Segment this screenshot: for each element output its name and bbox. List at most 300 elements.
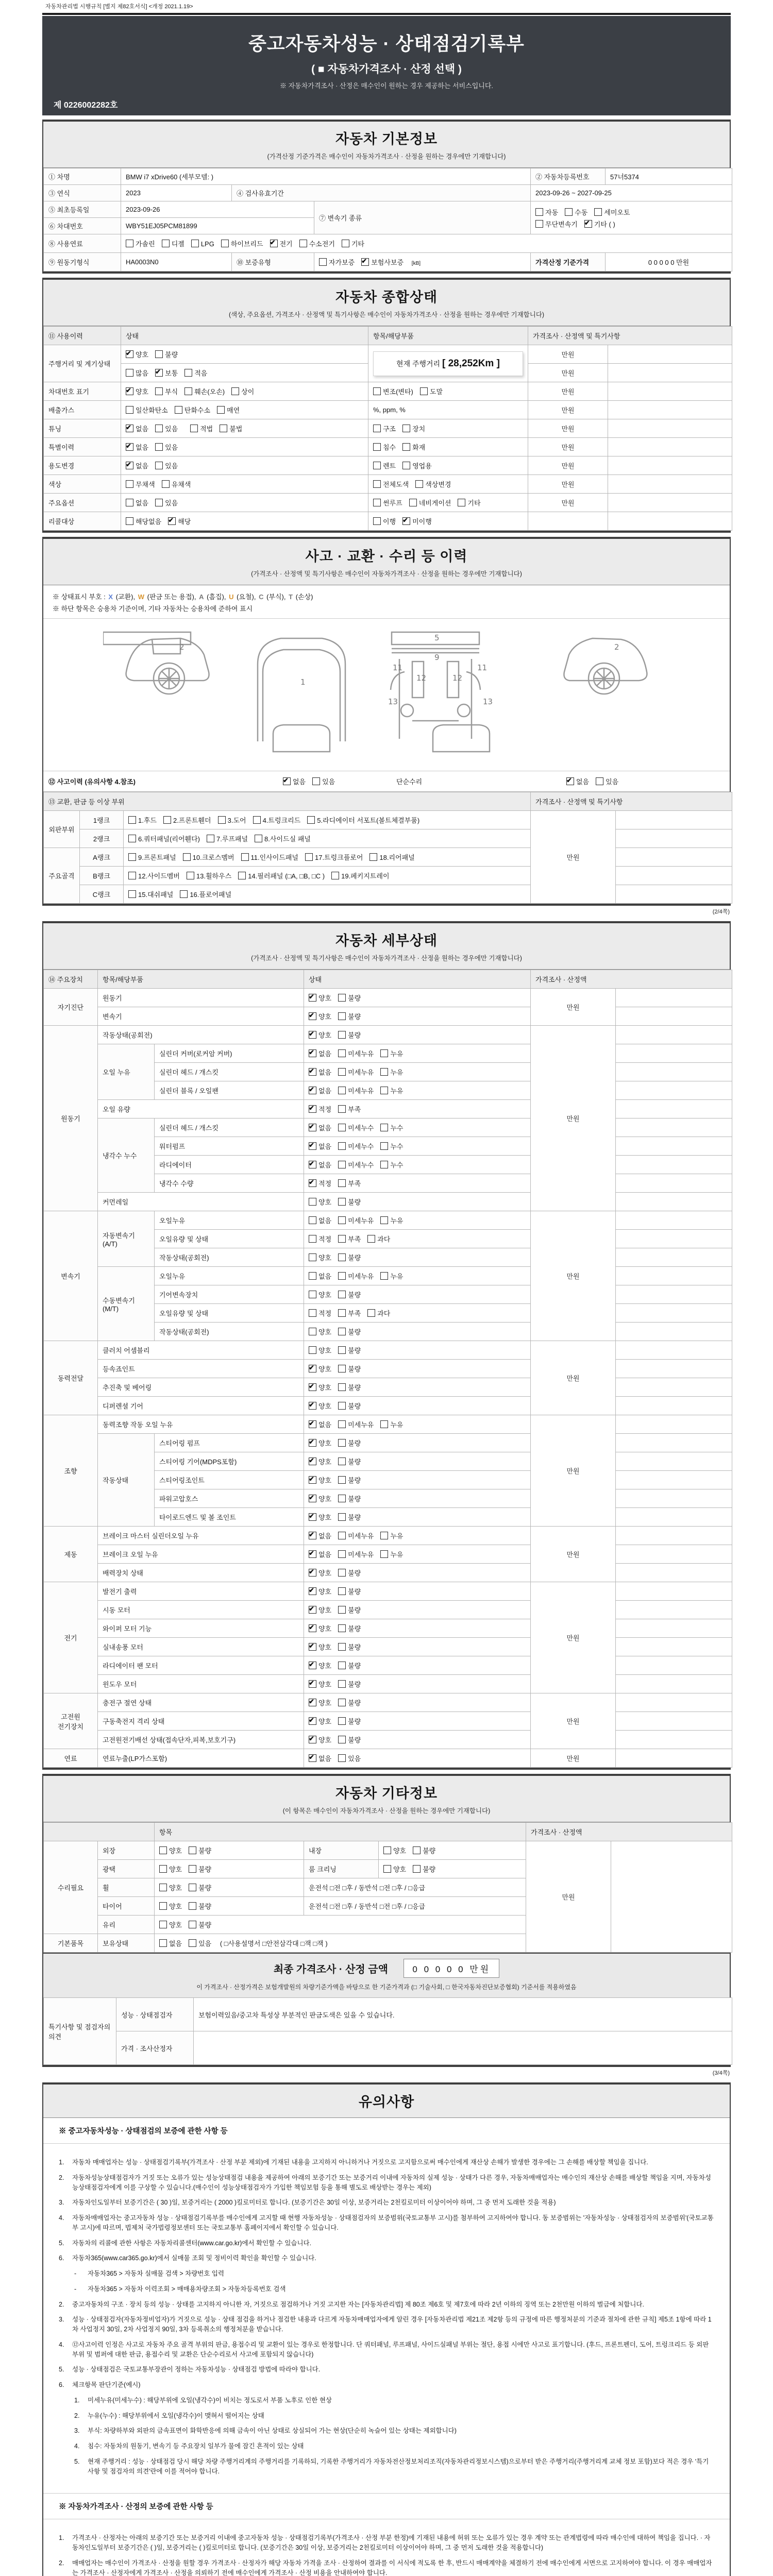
checkbox-checked-icon[interactable]	[126, 443, 133, 451]
checkbox-option[interactable]: 7.루프패널	[207, 834, 248, 843]
checkbox-option[interactable]: 3.도어	[218, 815, 246, 825]
checkbox-option[interactable]: 매연	[217, 405, 240, 415]
checkbox-option[interactable]: 불량	[338, 1438, 361, 1448]
checkbox-icon[interactable]	[338, 1087, 346, 1094]
checkbox-option[interactable]: 누유	[380, 1531, 403, 1540]
checkbox-option[interactable]: ✔ 없음	[309, 1067, 331, 1077]
checkbox-option[interactable]: 불량	[189, 1920, 211, 1929]
checkbox-option[interactable]: 8.사이드실 패널	[255, 834, 311, 843]
checkbox-icon[interactable]	[187, 872, 194, 879]
checkbox-option[interactable]: 불량	[189, 1864, 211, 1874]
checkbox-icon[interactable]	[312, 777, 320, 785]
checkbox-option[interactable]: 불량	[338, 1698, 361, 1707]
checkbox-option[interactable]: 불량	[338, 1586, 361, 1596]
checkbox-icon[interactable]	[155, 350, 163, 358]
checkbox-option[interactable]: 4.트렁크리드	[253, 815, 301, 825]
checkbox-icon[interactable]	[338, 1124, 346, 1131]
checkbox-checked-icon[interactable]	[309, 1439, 316, 1447]
checkbox-option[interactable]: 없음	[309, 1215, 331, 1225]
checkbox-option[interactable]: 전체도색	[373, 479, 409, 489]
checkbox-checked-icon[interactable]	[309, 1383, 316, 1391]
checkbox-option[interactable]: 불량	[155, 349, 178, 359]
checkbox-option[interactable]: 색상변경	[415, 479, 451, 489]
checkbox-icon[interactable]	[338, 1365, 346, 1372]
checkbox-icon[interactable]	[338, 1458, 346, 1465]
checkbox-option[interactable]: 불량	[338, 1494, 361, 1503]
checkbox-icon[interactable]	[338, 1068, 346, 1076]
checkbox-option[interactable]: 없음	[126, 498, 148, 507]
checkbox-icon[interactable]	[338, 1420, 346, 1428]
checkbox-option[interactable]: 자동	[535, 207, 558, 217]
checkbox-option[interactable]: 양호	[309, 1290, 331, 1299]
checkbox-icon[interactable]	[307, 816, 315, 824]
checkbox-icon[interactable]	[338, 1383, 346, 1391]
checkbox-icon[interactable]	[231, 387, 239, 395]
checkbox-option[interactable]: 적정	[309, 1308, 331, 1318]
checkbox-option[interactable]: 부족	[338, 1178, 361, 1188]
checkbox-option[interactable]: 양호	[159, 1845, 182, 1855]
checkbox-icon[interactable]	[128, 890, 136, 898]
checkbox-icon[interactable]	[338, 1754, 346, 1762]
checkbox-icon[interactable]	[383, 1846, 391, 1854]
checkbox-icon[interactable]	[338, 1476, 346, 1484]
checkbox-option[interactable]: 누수	[380, 1141, 403, 1151]
checkbox-icon[interactable]	[175, 406, 182, 414]
checkbox-checked-icon[interactable]	[126, 350, 133, 358]
checkbox-icon[interactable]	[305, 853, 313, 861]
checkbox-checked-icon[interactable]	[309, 1105, 316, 1113]
checkbox-checked-icon[interactable]	[309, 1476, 316, 1484]
checkbox-option[interactable]: ✔ 없음	[309, 1419, 331, 1429]
checkbox-icon[interactable]	[338, 1253, 346, 1261]
checkbox-icon[interactable]	[338, 1587, 346, 1595]
checkbox-option[interactable]: 불량	[338, 1642, 361, 1652]
checkbox-option[interactable]: ✔ 양호	[309, 1698, 331, 1707]
checkbox-option[interactable]: 불량	[338, 1679, 361, 1689]
checkbox-option[interactable]: 양호	[383, 1845, 406, 1855]
checkbox-icon[interactable]	[309, 1272, 316, 1280]
checkbox-icon[interactable]	[373, 387, 381, 395]
checkbox-option[interactable]: 양호	[309, 1252, 331, 1262]
checkbox-icon[interactable]	[535, 208, 543, 216]
checkbox-option[interactable]: 불량	[189, 1883, 211, 1892]
checkbox-option[interactable]: 양호	[309, 1197, 331, 1207]
checkbox-icon[interactable]	[338, 1680, 346, 1688]
checkbox-icon[interactable]	[189, 1846, 196, 1854]
checkbox-icon[interactable]	[338, 1142, 346, 1150]
checkbox-icon[interactable]	[126, 499, 133, 506]
checkbox-option[interactable]: ✔ 양호	[309, 993, 331, 1003]
checkbox-icon[interactable]	[159, 1846, 167, 1854]
checkbox-checked-icon[interactable]	[309, 1643, 316, 1651]
checkbox-option[interactable]: ✔ 없음	[309, 1160, 331, 1170]
checkbox-option[interactable]: 상이	[231, 386, 254, 396]
checkbox-option[interactable]: 양호	[159, 1883, 182, 1892]
checkbox-option[interactable]: ✔ 적정	[309, 1104, 331, 1114]
checkbox-icon[interactable]	[217, 406, 225, 414]
checkbox-checked-icon[interactable]	[168, 517, 176, 525]
checkbox-option[interactable]: ✔ 양호	[309, 1475, 331, 1485]
checkbox-icon[interactable]	[413, 1865, 421, 1873]
checkbox-icon[interactable]	[413, 1846, 421, 1854]
checkbox-option[interactable]: ✔ 적정	[309, 1178, 331, 1188]
checkbox-option[interactable]: 누유	[380, 1549, 403, 1559]
checkbox-icon[interactable]	[126, 369, 133, 377]
checkbox-option[interactable]: ✔ 양호	[309, 1568, 331, 1578]
checkbox-checked-icon[interactable]	[309, 1532, 316, 1539]
checkbox-icon[interactable]	[373, 443, 381, 451]
checkbox-option[interactable]: ✔ 없음	[126, 442, 148, 452]
checkbox-icon[interactable]	[159, 1884, 167, 1891]
checkbox-option[interactable]: 미세누수	[338, 1141, 374, 1151]
checkbox-icon[interactable]	[380, 1550, 388, 1558]
checkbox-option[interactable]: 미세누유	[338, 1048, 374, 1058]
checkbox-icon[interactable]	[338, 1606, 346, 1614]
checkbox-option[interactable]: 누유	[380, 1086, 403, 1095]
checkbox-icon[interactable]	[241, 853, 249, 861]
checkbox-option[interactable]: 구조	[373, 423, 396, 433]
checkbox-icon[interactable]	[338, 1272, 346, 1280]
checkbox-option[interactable]: 이행	[373, 516, 396, 526]
checkbox-icon[interactable]	[319, 258, 327, 266]
checkbox-option[interactable]: 영업용	[402, 461, 432, 470]
checkbox-icon[interactable]	[155, 387, 163, 395]
checkbox-option[interactable]: ✔ 양호	[309, 1364, 331, 1374]
checkbox-option[interactable]: 불법	[220, 423, 242, 433]
checkbox-option[interactable]: 도말	[420, 386, 443, 396]
checkbox-icon[interactable]	[338, 1328, 346, 1335]
checkbox-icon[interactable]	[159, 1921, 167, 1928]
checkbox-icon[interactable]	[380, 1049, 388, 1057]
checkbox-icon[interactable]	[189, 1865, 196, 1873]
checkbox-option[interactable]: ✔ 양호	[309, 1512, 331, 1522]
checkbox-icon[interactable]	[380, 1087, 388, 1094]
checkbox-option[interactable]: ✔ 없음	[309, 1549, 331, 1559]
checkbox-icon[interactable]	[338, 1179, 346, 1187]
checkbox-checked-icon[interactable]	[309, 1662, 316, 1669]
checkbox-checked-icon[interactable]	[309, 1420, 316, 1428]
checkbox-option[interactable]: 불량	[338, 1475, 361, 1485]
checkbox-icon[interactable]	[373, 462, 381, 469]
checkbox-icon[interactable]	[338, 1532, 346, 1539]
checkbox-icon[interactable]	[162, 480, 170, 488]
checkbox-option[interactable]: 무채색	[126, 479, 155, 489]
checkbox-icon[interactable]	[380, 1216, 388, 1224]
checkbox-icon[interactable]	[373, 425, 381, 432]
checkbox-icon[interactable]	[594, 208, 602, 216]
checkbox-option[interactable]: ✔ 양호	[309, 1735, 331, 1744]
checkbox-option[interactable]: 수동	[565, 207, 587, 217]
checkbox-icon[interactable]	[309, 1328, 316, 1335]
checkbox-option[interactable]: ✔ 양호	[309, 1586, 331, 1596]
checkbox-option[interactable]: 불량	[338, 1568, 361, 1578]
checkbox-option[interactable]: ✔ 양호	[309, 1660, 331, 1670]
checkbox-icon[interactable]	[159, 1902, 167, 1910]
checkbox-icon[interactable]	[331, 872, 339, 879]
checkbox-icon[interactable]	[163, 816, 171, 824]
checkbox-option[interactable]: 기타	[342, 239, 364, 248]
checkbox-checked-icon[interactable]	[309, 1402, 316, 1410]
checkbox-checked-icon[interactable]	[309, 1161, 316, 1168]
checkbox-icon[interactable]	[184, 387, 192, 395]
checkbox-option[interactable]: 양호	[159, 1920, 182, 1929]
checkbox-icon[interactable]	[338, 1012, 346, 1020]
checkbox-option[interactable]: 미세누수	[338, 1123, 374, 1132]
checkbox-option[interactable]: 부족	[338, 1308, 361, 1318]
checkbox-option[interactable]: 불량	[413, 1864, 435, 1874]
checkbox-option[interactable]: ✔ 양호	[309, 1456, 331, 1466]
checkbox-icon[interactable]	[409, 499, 417, 506]
checkbox-icon[interactable]	[338, 1643, 346, 1651]
checkbox-option[interactable]: 1.후드	[128, 815, 157, 825]
checkbox-checked-icon[interactable]	[309, 1458, 316, 1465]
checkbox-option[interactable]: 미세누유	[338, 1067, 374, 1077]
checkbox-icon[interactable]	[255, 835, 262, 842]
checkbox-icon[interactable]	[338, 1216, 346, 1224]
checkbox-icon[interactable]	[218, 816, 226, 824]
checkbox-option[interactable]: ✔양호	[126, 349, 148, 359]
checkbox-option[interactable]: ✔ 보통	[155, 368, 178, 378]
checkbox-option[interactable]: 불량	[338, 1382, 361, 1392]
checkbox-option[interactable]: 양호	[159, 1864, 182, 1874]
checkbox-icon[interactable]	[338, 1550, 346, 1558]
checkbox-checked-icon[interactable]	[309, 1754, 316, 1762]
checkbox-option[interactable]: 장치	[402, 423, 425, 433]
checkbox-option[interactable]: 많음	[126, 368, 148, 378]
checkbox-icon[interactable]	[338, 1569, 346, 1577]
checkbox-option[interactable]: 9.프론트패널	[128, 852, 176, 862]
checkbox-icon[interactable]	[415, 480, 423, 488]
checkbox-option[interactable]: 있음	[596, 776, 618, 786]
checkbox-option[interactable]: 침수	[373, 442, 396, 452]
checkbox-option[interactable]: 13.휠하우스	[187, 871, 231, 880]
checkbox-icon[interactable]	[155, 443, 163, 451]
checkbox-icon[interactable]	[309, 1235, 316, 1243]
checkbox-checked-icon[interactable]	[402, 517, 410, 525]
checkbox-option[interactable]: 있음	[155, 498, 178, 507]
checkbox-option[interactable]: ✔ 양호	[309, 1623, 331, 1633]
checkbox-checked-icon[interactable]	[126, 425, 133, 432]
checkbox-checked-icon[interactable]	[309, 1736, 316, 1743]
checkbox-option[interactable]: 렌트	[373, 461, 396, 470]
checkbox-icon[interactable]	[402, 462, 410, 469]
checkbox-icon[interactable]	[309, 1253, 316, 1261]
checkbox-option[interactable]: 불량	[338, 1401, 361, 1411]
checkbox-icon[interactable]	[126, 406, 133, 414]
checkbox-option[interactable]: ✔ 양호	[309, 1011, 331, 1021]
checkbox-icon[interactable]	[565, 208, 573, 216]
checkbox-icon[interactable]	[221, 240, 229, 247]
checkbox-icon[interactable]	[338, 1309, 346, 1317]
checkbox-option[interactable]: ✔ 양호	[309, 1605, 331, 1615]
checkbox-checked-icon[interactable]	[309, 1624, 316, 1632]
checkbox-option[interactable]: ✔ 없음	[309, 1753, 331, 1763]
checkbox-option[interactable]: ✔ 양호	[309, 1382, 331, 1392]
checkbox-option[interactable]: 17.트렁크플로어	[305, 852, 363, 862]
checkbox-checked-icon[interactable]	[309, 1068, 316, 1076]
checkbox-icon[interactable]	[367, 1309, 375, 1317]
checkbox-checked-icon[interactable]	[566, 777, 574, 785]
checkbox-icon[interactable]	[338, 1513, 346, 1521]
checkbox-icon[interactable]	[373, 517, 381, 525]
checkbox-option[interactable]: ✔ 없음	[309, 1531, 331, 1540]
checkbox-option[interactable]: 불량	[338, 1623, 361, 1633]
checkbox-icon[interactable]	[128, 816, 136, 824]
checkbox-icon[interactable]	[338, 994, 346, 1002]
checkbox-option[interactable]: 변조(변타)	[373, 386, 413, 396]
checkbox-option[interactable]: 유채색	[162, 479, 191, 489]
checkbox-option[interactable]: 훼손(오손)	[184, 386, 225, 396]
checkbox-option[interactable]: 미세누유	[338, 1086, 374, 1095]
checkbox-option[interactable]: 누유	[380, 1215, 403, 1225]
checkbox-checked-icon[interactable]	[309, 1124, 316, 1131]
checkbox-icon[interactable]	[238, 872, 246, 879]
checkbox-icon[interactable]	[155, 462, 163, 469]
checkbox-option[interactable]: 불량	[338, 1456, 361, 1466]
checkbox-icon[interactable]	[338, 1699, 346, 1706]
checkbox-icon[interactable]	[338, 1662, 346, 1669]
checkbox-option[interactable]: 불량	[338, 1327, 361, 1336]
checkbox-icon[interactable]	[338, 1049, 346, 1057]
checkbox-option[interactable]: 10.크로스멤버	[183, 852, 234, 862]
checkbox-icon[interactable]	[299, 240, 307, 247]
checkbox-icon[interactable]	[309, 1346, 316, 1354]
checkbox-option[interactable]: 부족	[338, 1104, 361, 1114]
checkbox-option[interactable]: LPG	[191, 240, 214, 248]
checkbox-option[interactable]: 자가보증	[319, 257, 355, 267]
checkbox-checked-icon[interactable]	[309, 1606, 316, 1614]
checkbox-icon[interactable]	[338, 1439, 346, 1447]
checkbox-option[interactable]: 19.페키지트레이	[331, 871, 389, 880]
checkbox-option[interactable]: ✔ 없음	[126, 461, 148, 470]
checkbox-option[interactable]: ✔ 미이행	[402, 516, 432, 526]
checkbox-icon[interactable]	[126, 517, 133, 525]
checkbox-option[interactable]: 불량	[338, 1252, 361, 1262]
checkbox-option[interactable]: ✔ 보험사보증	[361, 257, 404, 267]
checkbox-option[interactable]: 불량	[338, 1197, 361, 1207]
checkbox-checked-icon[interactable]	[309, 1087, 316, 1094]
checkbox-icon[interactable]	[380, 1124, 388, 1131]
checkbox-option[interactable]: 과다	[367, 1234, 390, 1244]
checkbox-option[interactable]: 부족	[338, 1234, 361, 1244]
checkbox-option[interactable]: 불량	[338, 1030, 361, 1040]
checkbox-option[interactable]: 가솔린	[126, 239, 155, 248]
checkbox-option[interactable]: ✔ 없음	[126, 423, 148, 433]
checkbox-checked-icon[interactable]	[309, 1031, 316, 1039]
checkbox-option[interactable]: 일산화탄소	[126, 405, 168, 415]
checkbox-icon[interactable]	[402, 425, 410, 432]
checkbox-icon[interactable]	[338, 1161, 346, 1168]
checkbox-option[interactable]: ✔ 전기	[270, 239, 293, 248]
checkbox-option[interactable]: 적정	[309, 1234, 331, 1244]
checkbox-icon[interactable]	[159, 1865, 167, 1873]
checkbox-icon[interactable]	[338, 1346, 346, 1354]
checkbox-option[interactable]: 14.필러패널 (□A, □B, □C )	[238, 871, 325, 880]
checkbox-icon[interactable]	[189, 1902, 196, 1910]
checkbox-option[interactable]: 5.라디에이터 서포트(볼트체결부품)	[307, 815, 419, 825]
checkbox-option[interactable]: ✔ 해당	[168, 516, 191, 526]
checkbox-option[interactable]: ✔ 없음	[309, 1123, 331, 1132]
checkbox-option[interactable]: 미세누수	[338, 1160, 374, 1170]
checkbox-icon[interactable]	[338, 1198, 346, 1206]
checkbox-icon[interactable]	[535, 220, 543, 228]
checkbox-icon[interactable]	[180, 890, 188, 898]
checkbox-option[interactable]: 15.대쉬패널	[128, 889, 173, 899]
checkbox-option[interactable]: ✔ 없음	[283, 776, 306, 786]
checkbox-icon[interactable]	[126, 480, 133, 488]
checkbox-icon[interactable]	[367, 1235, 375, 1243]
checkbox-option[interactable]: 과다	[367, 1308, 390, 1318]
checkbox-icon[interactable]	[128, 853, 136, 861]
checkbox-option[interactable]: 세미오토	[594, 207, 630, 217]
checkbox-checked-icon[interactable]	[309, 1699, 316, 1706]
checkbox-option[interactable]: ✔ 없음	[309, 1048, 331, 1058]
checkbox-icon[interactable]	[338, 1235, 346, 1243]
checkbox-option[interactable]: 11.인사이드패널	[241, 852, 298, 862]
checkbox-icon[interactable]	[162, 240, 170, 247]
checkbox-checked-icon[interactable]	[309, 1142, 316, 1150]
checkbox-checked-icon[interactable]	[283, 777, 291, 785]
checkbox-icon[interactable]	[338, 1717, 346, 1725]
checkbox-option[interactable]: 불량	[338, 1345, 361, 1355]
checkbox-icon[interactable]	[126, 240, 133, 247]
checkbox-icon[interactable]	[342, 240, 349, 247]
checkbox-option[interactable]: 해당없음	[126, 516, 161, 526]
checkbox-option[interactable]: 있음	[312, 776, 335, 786]
checkbox-checked-icon[interactable]	[309, 1513, 316, 1521]
checkbox-icon[interactable]	[159, 1939, 167, 1947]
checkbox-option[interactable]: 누수	[380, 1123, 403, 1132]
checkbox-checked-icon[interactable]	[309, 1717, 316, 1725]
checkbox-option[interactable]: ✔ 양호	[309, 1030, 331, 1040]
checkbox-checked-icon[interactable]	[309, 1680, 316, 1688]
checkbox-option[interactable]: 불량	[338, 1512, 361, 1522]
checkbox-icon[interactable]	[402, 443, 410, 451]
checkbox-icon[interactable]	[596, 777, 603, 785]
checkbox-option[interactable]: 불량	[338, 1364, 361, 1374]
checkbox-icon[interactable]	[155, 425, 163, 432]
checkbox-option[interactable]: 누유	[380, 1419, 403, 1429]
checkbox-option[interactable]: 네비게이션	[409, 498, 451, 507]
checkbox-option[interactable]: 불량	[189, 1901, 211, 1911]
checkbox-option[interactable]: 16.플로어패널	[180, 889, 231, 899]
checkbox-option[interactable]: 양호	[309, 1327, 331, 1336]
checkbox-icon[interactable]	[380, 1142, 388, 1150]
checkbox-option[interactable]: 있음	[189, 1938, 211, 1948]
checkbox-checked-icon[interactable]	[126, 462, 133, 469]
checkbox-option[interactable]: 불량	[338, 1290, 361, 1299]
checkbox-icon[interactable]	[373, 499, 381, 506]
checkbox-option[interactable]: ✔ 없음	[309, 1141, 331, 1151]
checkbox-checked-icon[interactable]	[155, 369, 163, 377]
checkbox-checked-icon[interactable]	[309, 1569, 316, 1577]
checkbox-option[interactable]: ✔ 양호	[309, 1494, 331, 1503]
checkbox-option[interactable]: 있음	[155, 461, 178, 470]
checkbox-icon[interactable]	[220, 425, 227, 432]
checkbox-icon[interactable]	[380, 1161, 388, 1168]
checkbox-icon[interactable]	[155, 499, 163, 506]
checkbox-option[interactable]: 미세누유	[338, 1271, 374, 1281]
checkbox-checked-icon[interactable]	[309, 1365, 316, 1372]
checkbox-icon[interactable]	[189, 1939, 196, 1947]
checkbox-option[interactable]: 하이브리드	[221, 239, 263, 248]
checkbox-option[interactable]: 불량	[338, 1735, 361, 1744]
checkbox-option[interactable]: 양호	[159, 1901, 182, 1911]
checkbox-icon[interactable]	[189, 1921, 196, 1928]
checkbox-option[interactable]: 양호	[383, 1864, 406, 1874]
checkbox-checked-icon[interactable]	[309, 1049, 316, 1057]
checkbox-option[interactable]: 불량	[338, 1660, 361, 1670]
